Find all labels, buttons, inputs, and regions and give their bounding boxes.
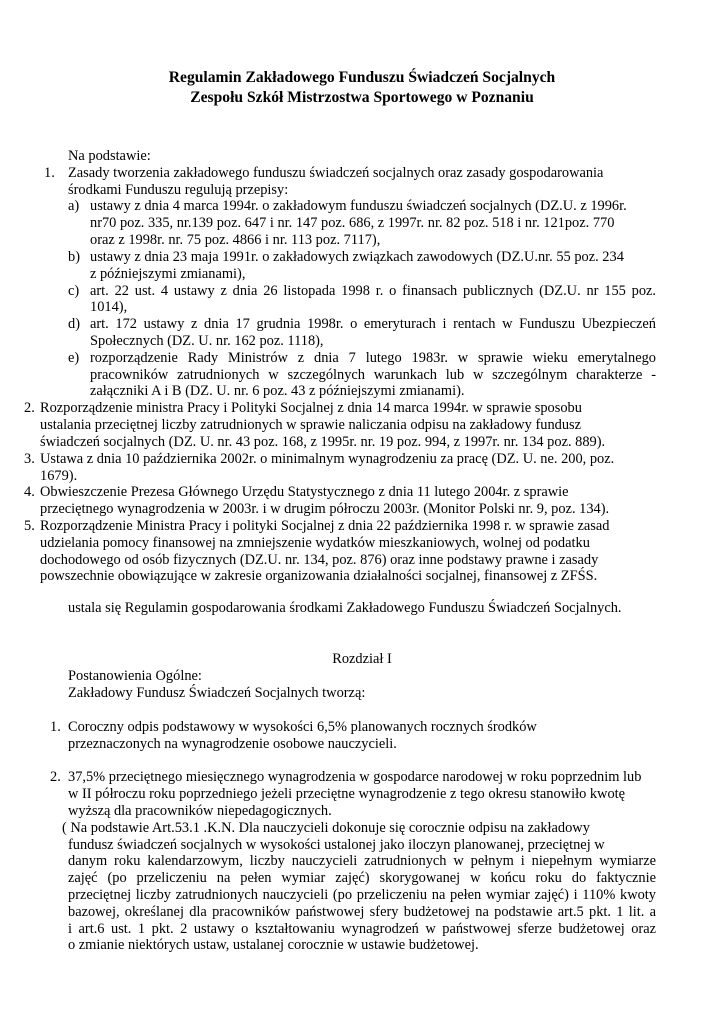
intro-text: Na podstawie: (68, 148, 151, 164)
item-5-line: Rozporządzenie Ministra Pracy i polityki Socjalnej z dnia 22 października 1998 r. w sprawie zasad (40, 518, 610, 534)
chapter-subheading: Postanowienia Ogólne: (68, 668, 202, 684)
chapter-note-line: bazowej, określanej dla pracowników państwowej sfery budżetowej na podstawie art.5 pkt. 1 lit. a (68, 904, 656, 920)
chapter-item-2-line: w II półroczu roku poprzedniego jeżeli przeciętne wynagrodzenie z tego okresu stanowiło kwotę (68, 786, 626, 802)
item-5-line: powszechnie obowiązujące w zakresie organizowania działalności socjalnej, finansowej z ZFŚS. (40, 568, 598, 584)
item-1d-line: art. 172 ustawy z dnia 17 grudnia 1998r. o emeryturach i rentach w Funduszu Ubezpieczeń (90, 316, 656, 332)
chapter-lead: Zakładowy Fundusz Świadczeń Socjalnych tworzą: (68, 685, 366, 701)
item-3-number: 3. (24, 451, 35, 467)
item-1b-label: b) (68, 249, 80, 265)
chapter-item-1-line: Coroczny odpis podstawowy w wysokości 6,5% planowanych rocznych środków (68, 719, 537, 735)
item-1a-line: oraz z 1998r. nr. 75 poz. 4866 i nr. 113 poz. 7117), (90, 232, 381, 248)
item-1-line: środkami Funduszu regulują przepisy: (68, 182, 289, 198)
item-1b-line: ustawy z dnia 23 maja 1991r. o zakładowych związkach zawodowych (DZ.U.nr. 55 poz. 234 (90, 249, 624, 265)
item-2-line: świadczeń socjalnych (DZ. U. nr. 43 poz. 168, z 1995r. nr. 19 poz. 994, z 1997r. nr. 134 poz. 889). (40, 434, 606, 450)
item-4-line: przeciętnego wynagrodzenia w 2003r. i w drugim półroczu 2003r. (Monitor Polski nr. 9, poz. 134). (40, 501, 610, 517)
item-1-number: 1. (44, 165, 55, 181)
chapter-note-line: przeciętnej liczby zatrudnionych nauczycieli (po przeliczeniu na pełen wymiar zajęć) i 110% kwoty (68, 887, 656, 903)
item-1c-label: c) (68, 283, 80, 299)
item-5-line: dochodowego od osób fizycznych (DZ.U. nr. 134, poz. 876) oraz inne podstawy prawne i zasady (40, 552, 599, 568)
item-1c-line: 1014), (90, 299, 128, 315)
item-1e-line: rozporządzenie Rady Ministrów z dnia 7 lutego 1983r. w sprawie wieku emerytalnego (90, 350, 656, 366)
item-2-line: Rozporządzenie ministra Pracy i Polityki Socjalnej z dnia 14 marca 1994r. w sprawie sposobu (40, 400, 582, 416)
chapter-note-line: fundusz świadczeń socjalnych w wysokości ustalonej jako iloczyn planowanej, przeciętnej w (68, 837, 605, 853)
item-4-number: 4. (24, 484, 35, 500)
item-3-line: 1679). (40, 468, 78, 484)
chapter-item-2-line: 37,5% przeciętnego miesięcznego wynagrodzenia w gospodarce narodowej w roku poprzednim lub (68, 769, 642, 785)
item-1d-line: Społecznych (DZ. U. nr. 162 poz. 1118), (90, 333, 324, 349)
item-4-line: Obwieszczenie Prezesa Głównego Urzędu Statystycznego z dnia 11 lutego 2004r. z sprawie (40, 484, 569, 500)
item-5-number: 5. (24, 518, 35, 534)
item-1a-label: a) (68, 198, 80, 214)
resolution-text: ustala się Regulamin gospodarowania środkami Zakładowego Funduszu Świadczeń Socjalnych. (68, 600, 622, 616)
item-1b-line: z późniejszymi zmianami), (90, 266, 246, 282)
chapter-note-line: o zmianie niektórych ustaw, ustalanej corocznie w ustawie budżetowej. (68, 937, 479, 953)
document-title-line-1: Regulamin Zakładowego Funduszu Świadczeń Socjalnych (168, 69, 556, 86)
chapter-item-1-line: przeznaczonych na wynagrodzenie osobowe nauczycieli. (68, 736, 397, 752)
item-2-number: 2. (24, 400, 35, 416)
item-1a-line: ustawy z dnia 4 marca 1994r. o zakładowym funduszu świadczeń socjalnych (DZ.U. z 1996r. (90, 198, 627, 214)
item-1e-label: e) (68, 350, 80, 366)
chapter-note-line: ( Na podstawie Art.53.1 .K.N. Dla nauczycieli dokonuje się corocznie odpisu na zakładowy (62, 820, 590, 836)
item-1d-label: d) (68, 316, 80, 332)
chapter-item-2-line: wyższą dla pracowników niepedagogicznych. (68, 803, 332, 819)
chapter-item-2-number: 2. (50, 769, 61, 785)
item-1e-line: pracowników zatrudnionych w szczególnych warunkach lub w szczególnym charakterze - (90, 367, 656, 383)
chapter-note-line: i art.6 ust. 1 pkt. 2 ustawy o kształtowaniu wynagrodzeń w państwowej sferze budżetowej oraz (68, 921, 656, 937)
chapter-item-1-number: 1. (50, 719, 61, 735)
chapter-note-line: danym roku kalendarzowym, liczby nauczycieli zatrudnionych w pełnym i niepełnym wymiarze (68, 853, 656, 869)
item-1e-line: załączniki A i B (DZ. U. nr. 6 poz. 43 z późniejszymi zmianami). (90, 383, 465, 399)
document-title-line-2: Zespołu Szkół Mistrzostwa Sportowego w Poznaniu (190, 89, 534, 106)
chapter-note-line: zajęć (po przeliczeniu na pełen wymiar zajęć) skorygowanej w końcu roku do faktycznie (68, 870, 656, 886)
item-2-line: ustalania przeciętnej liczby zatrudnionych w sprawie naliczania odpisu na zakładowy fundusz (40, 417, 582, 433)
item-1a-line: nr70 poz. 335, nr.139 poz. 647 i nr. 147 poz. 686, z 1997r. nr. 82 poz. 518 i nr. 121poz. 770 (90, 215, 615, 231)
item-5-line: udzielania pomocy finansowej na zmniejszenie wydatków mieszkaniowych, wolnej od podatku (40, 535, 590, 551)
item-3-line: Ustawa z dnia 10 października 2002r. o minimalnym wynagrodzeniu za pracę (DZ. U. ne. 200, poz. (40, 451, 615, 467)
chapter-heading: Rozdział I (332, 651, 392, 667)
item-1c-line: art. 22 ust. 4 ustawy z dnia 26 listopada 1998 r. o finansach publicznych (DZ.U. nr 155 poz. (90, 283, 656, 299)
item-1-line: Zasady tworzenia zakładowego funduszu świadczeń socjalnych oraz zasady gospodarowania (68, 165, 604, 181)
